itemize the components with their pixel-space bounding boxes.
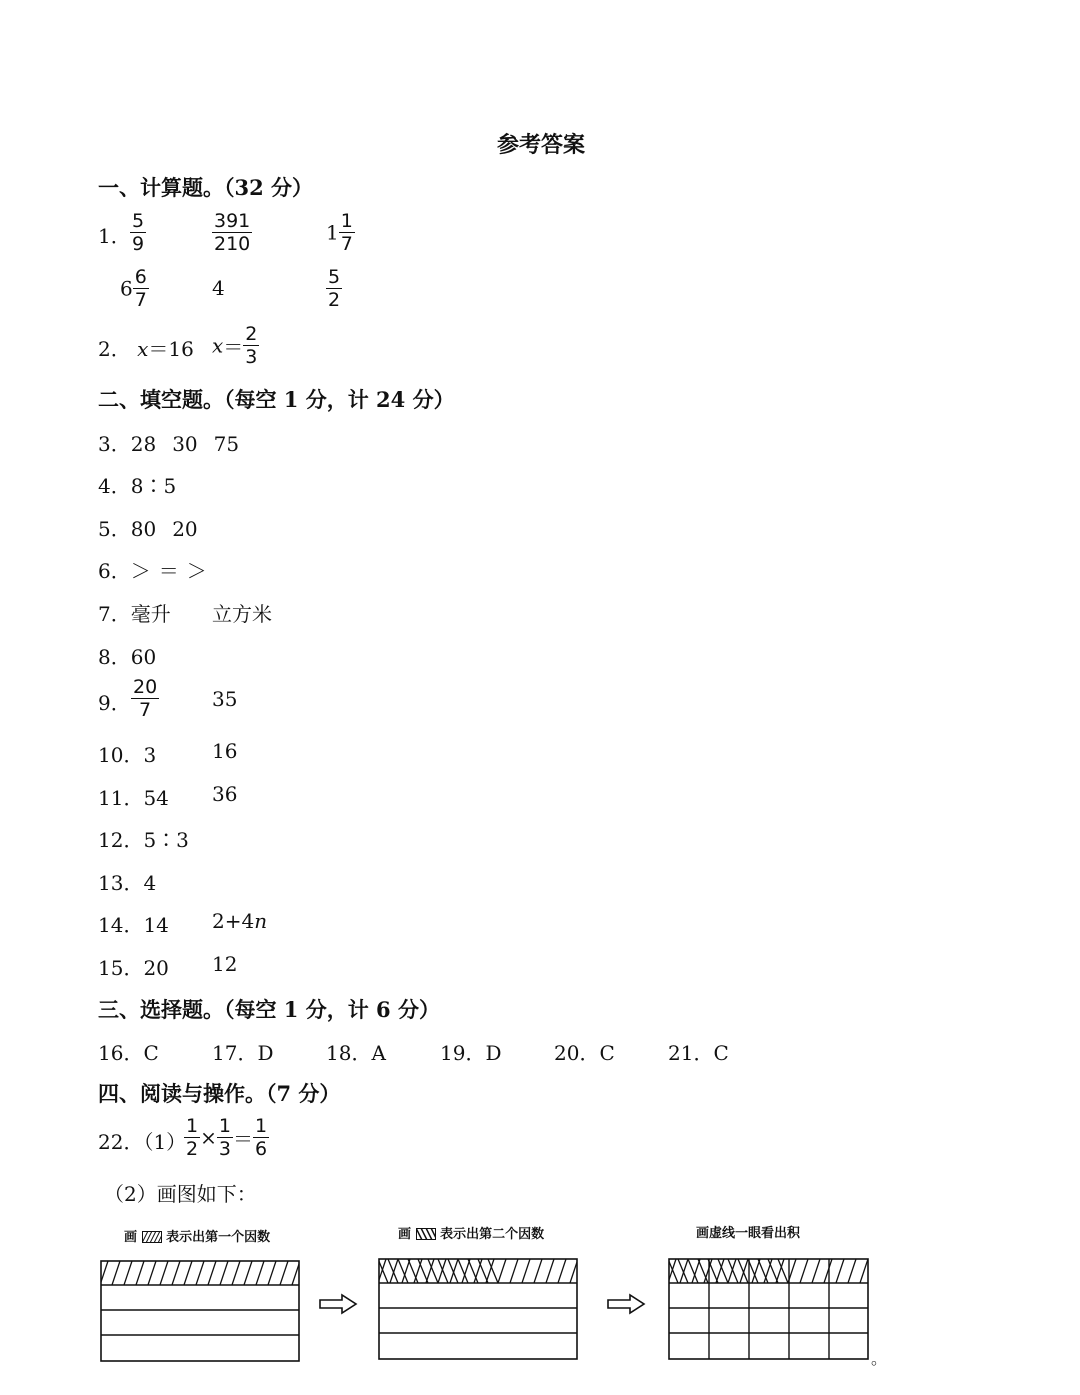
fraction-numerator: 391 [214,210,251,232]
caption-prefix: 画 [124,1230,138,1245]
answer: 毫升 [130,602,171,626]
fraction-denominator: 7 [134,289,147,311]
question-label: 6． [98,559,131,583]
choice-answer-21: 21．C [668,1041,729,1065]
question-label: 13． [98,871,144,895]
answer: 60 [130,645,157,669]
equals-sign: ＝ [232,1127,253,1151]
fraction-numerator: 6 [134,266,147,288]
answer-10b: 16 [212,739,238,763]
fraction-numerator: 5 [328,266,341,288]
answer-2a: ＝16 [148,337,194,361]
section-heading-fill-blank: 二、填空题。（每空 1 分，计 24 分） [98,387,455,412]
question-3 [98,428,239,457]
answer-1c [326,210,355,255]
fraction-numerator: 5 [132,210,145,232]
question-10 [98,739,156,768]
answer-2b [212,323,259,368]
answer-1d [120,266,149,311]
answer: 20 [143,956,169,980]
answer-9b: 35 [212,687,238,711]
section-heading-reading: 四、阅读与操作。（7 分） [98,1081,341,1106]
question-label: 11． [98,786,144,810]
fraction-denominator: 7 [139,699,152,721]
answer: 75 [213,432,240,456]
fraction-denominator: 2 [186,1138,199,1160]
arrow-right-icon [318,1293,358,1315]
question-label: 3． [98,432,131,456]
question-label: 15． [98,956,144,980]
back-hatch-swatch-icon [416,1228,436,1240]
answer: ＝ [158,559,179,583]
answer-9a [131,676,159,721]
question-7 [98,598,171,627]
caption-text: 表示出第二个因数 [440,1227,545,1242]
diagonal-hatch-swatch-icon [142,1231,162,1243]
fraction-denominator: 210 [214,233,251,255]
fraction-numerator: 1 [218,1115,231,1137]
equals-sign: ＝ [223,335,244,359]
fraction-numerator: 2 [245,323,258,345]
answer-1e: 4 [212,276,225,300]
answer: 4 [143,871,157,895]
fraction-denominator: 7 [340,233,353,255]
question-9-label: 9． [98,691,131,715]
answer-7b: 立方米 [212,602,272,626]
question-6 [98,555,207,584]
fraction-numerator: 1 [340,210,353,232]
question-label: 4． [98,474,131,498]
question-label: 12． [98,828,144,852]
question-22-part2: （2）画图如下： [104,1182,257,1206]
end-period: 。 [871,1349,888,1368]
diagram-second-factor [378,1258,578,1360]
answer-14b [212,909,267,933]
question-14 [98,909,169,938]
answer: ＞ [130,559,151,583]
diagram-first-factor [100,1260,300,1362]
question-11 [98,782,169,811]
section-heading-calculation: 一、计算题。（32 分） [98,175,314,200]
fraction-denominator: 3 [245,346,258,368]
answer-11b: 36 [212,782,238,806]
answer-15b: 12 [212,952,238,976]
variable-x: x [137,337,149,361]
section-heading-choice: 三、选择题。（每空 1 分，计 6 分） [98,997,440,1022]
mixed-whole: 1 [326,220,339,245]
fraction-denominator: 6 [254,1138,268,1160]
caption-prefix: 画 [398,1227,412,1242]
choice-answer-20: 20．C [554,1041,615,1065]
question-label: 5． [98,517,131,541]
answer: 54 [143,786,169,810]
answer: ＞ [186,559,207,583]
choice-answer-18: 18．A [326,1041,386,1065]
question-4 [98,470,176,499]
variable-x: x [212,333,224,358]
diagram-3-caption: 画虚线一眼看出积 [696,1226,801,1241]
question-label: 8． [98,645,131,669]
question-13 [98,867,156,896]
mixed-whole: 6 [120,276,133,301]
fraction-numerator: 1 [186,1115,199,1137]
question-label: 14． [98,913,144,937]
diagram-product-grid [668,1258,870,1360]
question-12 [98,824,189,853]
diagram-2-caption [398,1223,544,1242]
answer-1f [326,266,342,311]
times-sign: × [200,1125,217,1150]
fraction-numerator: 1 [254,1115,268,1137]
choice-answer-19: 19．D [440,1041,502,1065]
question-2-label: 2． [98,337,131,361]
answer-1a [130,210,146,255]
question-label: 10． [98,743,144,767]
choice-answer-16: 16．C [98,1041,159,1065]
page-title: 参考答案 [497,132,586,158]
answer: 28 [130,432,157,456]
question-1-label: 1． [98,224,131,248]
fraction-denominator: 2 [328,289,341,311]
question-8 [98,641,156,670]
variable-n: n [254,909,268,933]
caption-text: 表示出第一个因数 [166,1230,271,1245]
answer: 14 [143,913,169,937]
question-5 [98,513,198,542]
answer: 8∶5 [130,474,177,498]
answer: 5∶3 [143,828,189,852]
answer: 80 [130,517,157,541]
diagram-1-caption [124,1226,270,1245]
question-label: 7． [98,602,131,626]
answer-22-equation [184,1115,269,1160]
choice-answer-17: 17．D [212,1041,274,1065]
question-22-label: 22．（1） [98,1130,187,1154]
answer: 20 [172,517,198,541]
answer: 3 [143,743,157,767]
fraction-denominator: 3 [218,1138,231,1160]
fraction-denominator: 9 [132,233,145,255]
arrow-right-icon [606,1293,646,1315]
expression: 2+4 [212,909,255,933]
fraction-numerator: 20 [133,676,158,698]
answer-1b [212,210,252,255]
question-15 [98,952,169,981]
question-2-row [98,333,194,362]
answer: 30 [172,432,198,456]
